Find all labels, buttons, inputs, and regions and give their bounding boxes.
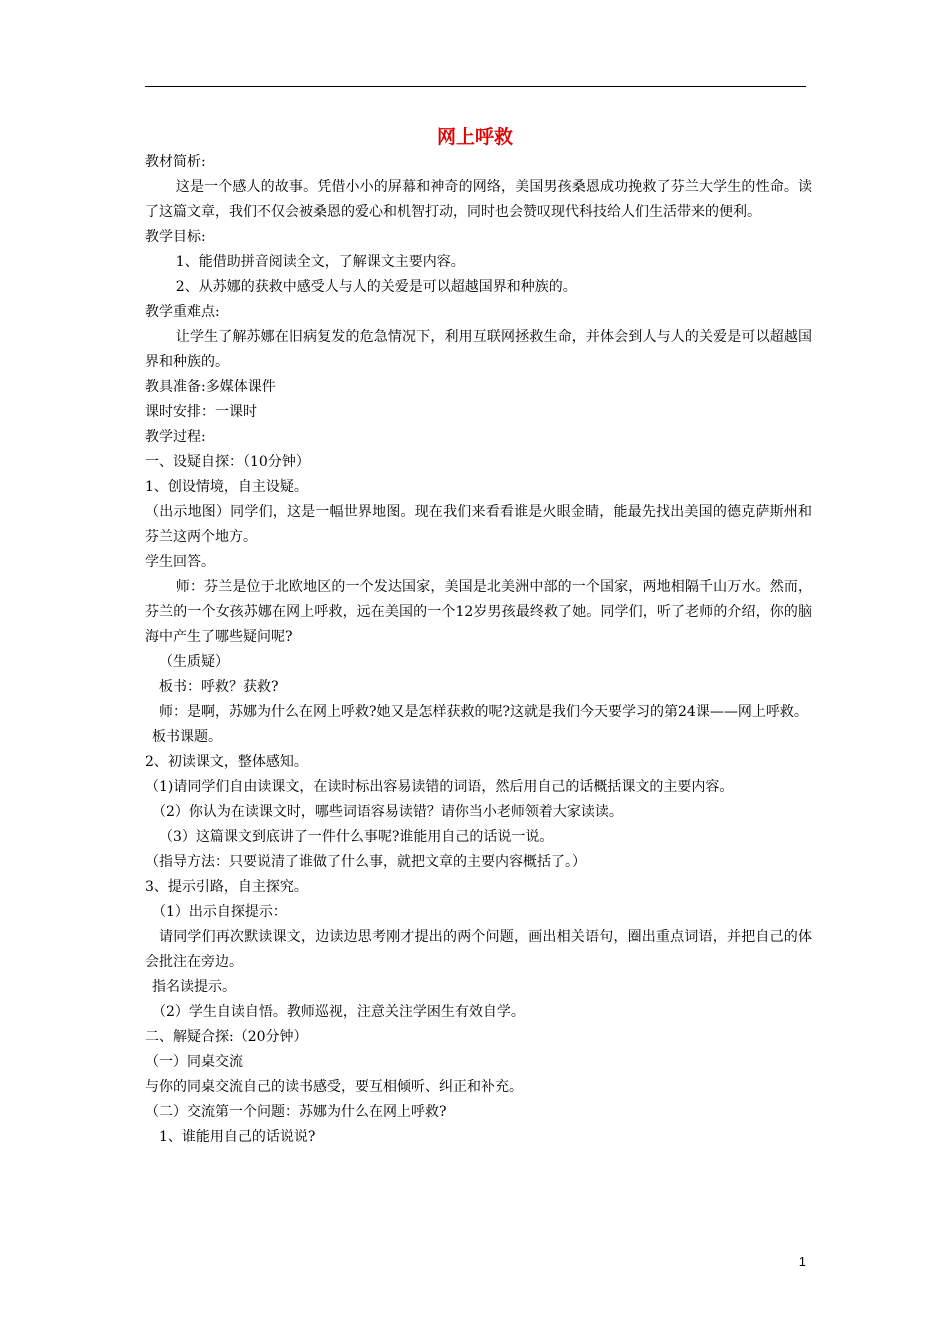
page-number: 1	[798, 1254, 806, 1269]
paragraph: 2、初读课文，整体感知。	[145, 754, 308, 770]
header-rule	[145, 86, 806, 87]
paragraph: 让学生了解苏娜在旧病复发的危急情况下，利用互联网拯救生命，并体会到人与人的关爱是可以超越国界和种族的。	[145, 329, 812, 370]
paragraph: 一、设疑自探：（10分钟）	[145, 454, 310, 470]
paragraph: 与你的同桌交流自己的读书感受，要互相倾听、纠正和补充。	[145, 1079, 523, 1095]
paragraph: 1、能借助拼音阅读全文，了解课文主要内容。	[175, 254, 465, 270]
paragraph: （2）学生自读自悟。教师巡视，注意关注学困生有效自学。	[152, 1004, 525, 1020]
paragraph: 教具准备:多媒体课件	[145, 379, 276, 395]
paragraph: （1)请同学们自由读课文，在读时标出容易读错的词语，然后用自己的话概括课文的主要内容。	[145, 779, 734, 795]
paragraph: 学生回答。	[145, 554, 215, 570]
paragraph: （3）这篇课文到底讲了一件什么事呢?谁能用自己的话说一说。	[159, 829, 554, 845]
paragraph: 指名读提示。	[152, 979, 236, 995]
paragraph: （出示地图）同学们，这是一幅世界地图。现在我们来看看谁是火眼金睛，能最先找出美国的德克萨斯州和芬兰这两个地方。	[145, 504, 812, 545]
paragraph: 1、谁能用自己的话说说?	[159, 1129, 316, 1145]
paragraph: 教学重难点:	[145, 304, 220, 320]
paragraph: 1、创设情境，自主设疑。	[145, 479, 308, 495]
paragraph: （一）同桌交流	[145, 1054, 243, 1070]
paragraph: 教学过程:	[145, 429, 206, 445]
paragraph: 师：是啊，苏娜为什么在网上呼救?她又是怎样获救的呢?这就是我们今天要学习的第24课——网上呼救。	[159, 704, 808, 720]
paragraph: （生质疑）	[159, 654, 229, 670]
paragraph: 教学目标:	[145, 229, 206, 245]
paragraph: （1）出示自探提示：	[152, 904, 287, 920]
paragraph: 这是一个感人的故事。凭借小小的屏幕和神奇的网络，美国男孩桑恩成功挽救了芬兰大学生的性命。读了这篇文章，我们不仅会被桑恩的爱心和机智打动，同时也会赞叹现代科技给人们生活带来的便利。	[145, 179, 812, 220]
document-body	[145, 150, 812, 1150]
paragraph: 二、解疑合探:（20分钟）	[145, 1029, 308, 1045]
paragraph: 请同学们再次默读课文，边读边思考刚才提出的两个问题，画出相关语句，圈出重点词语，并把自己的体会批注在旁边。	[145, 929, 812, 970]
paragraph: （2）你认为在读课文时，哪些词语容易读错？请你当小老师领着大家读读。	[152, 804, 623, 820]
paragraph: （指导方法：只要说清了谁做了什么事，就把文章的主要内容概括了。）	[145, 854, 586, 870]
paragraph: （二）交流第一个问题：苏娜为什么在网上呼救?	[145, 1104, 447, 1120]
paragraph: 课时安排：一课时	[145, 404, 257, 420]
page-title: 网上呼救	[436, 126, 513, 148]
paragraph: 3、提示引路，自主探究。	[145, 879, 308, 895]
paragraph: 2、从苏娜的获救中感受人与人的关爱是可以超越国界和种族的。	[175, 279, 577, 295]
paragraph: 师：芬兰是位于北欧地区的一个发达国家，美国是北美洲中部的一个国家，两地相隔千山万水。然而，芬兰的一个女孩苏娜在网上呼救，远在美国的一个12岁男孩最终救了她。同学们，听了老师的介绍，你的脑海中产生了哪些疑问呢?	[145, 579, 812, 645]
paragraph: 板书课题。	[152, 729, 222, 745]
paragraph: 板书：呼救？获救?	[159, 679, 279, 695]
paragraph: 教材简析:	[145, 154, 206, 170]
